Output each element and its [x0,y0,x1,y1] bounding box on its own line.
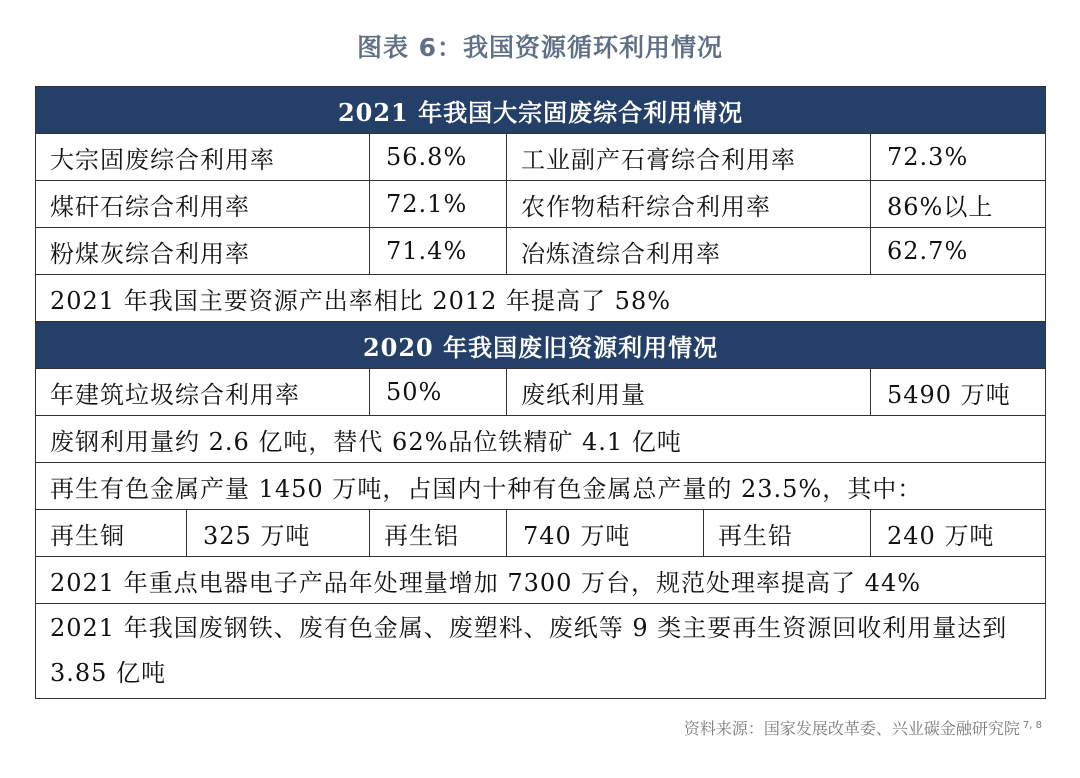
section1-header-row [36,87,1046,134]
recycle-note: 2021 年我国废钢铁、废有色金属、废塑料、废纸等 9 类主要再生资源回收利用量达到 3.85 亿吨 [36,604,1046,699]
row-value: 56.8% [370,134,507,181]
row-value: 50% [370,369,507,416]
nonferrous-note: 再生有色金属产量 1450 万吨，占国内十种有色金属总产量的 23.5%，其中： [36,463,1046,510]
row-label: 粉煤灰综合利用率 [36,228,370,275]
table-row [36,181,1046,228]
row-value: 62.7% [871,228,1046,275]
row-label: 大宗固废综合利用率 [36,134,370,181]
row-label: 煤矸石综合利用率 [36,181,370,228]
row-value: 72.1% [370,181,507,228]
row-label: 农作物秸秆综合利用率 [507,181,871,228]
source-refs: 7, 8 [1022,719,1042,731]
resource-table [35,86,1046,699]
row-label: 冶炼渣综合利用率 [507,228,871,275]
source-text: 资料来源：国家发展改革委、兴业碳金融研究院 [683,719,1020,738]
metal-label: 再生铜 [36,510,187,557]
table-row [36,134,1046,181]
table-row [36,557,1046,604]
table-row [36,275,1046,322]
table-row [36,463,1046,510]
metal-label: 再生铅 [704,510,871,557]
section2-header: 2020 年我国废旧资源利用情况 [36,322,1046,369]
row-label: 废纸利用量 [507,369,871,416]
appliance-note: 2021 年重点电器电子产品年处理量增加 7300 万台，规范处理率提高了 44% [36,557,1046,604]
row-value: 72.3% [871,134,1046,181]
table-row [36,228,1046,275]
metal-value: 740 万吨 [507,510,704,557]
table-row [36,416,1046,463]
section1-header: 2021 年我国大宗固废综合利用情况 [36,87,1046,134]
row-label: 年建筑垃圾综合利用率 [36,369,370,416]
row-value: 71.4% [370,228,507,275]
productivity-note: 2021 年我国主要资源产出率相比 2012 年提高了 58% [36,275,1046,322]
row-value: 86%以上 [871,181,1046,228]
table-row [36,604,1046,699]
source-note [684,716,1042,739]
figure-title: 图表 6：我国资源循环利用情况 [356,33,724,62]
table-row [36,369,1046,416]
section2-header-row [36,322,1046,369]
metal-value: 325 万吨 [187,510,370,557]
steel-note: 废钢利用量约 2.6 亿吨，替代 62%品位铁精矿 4.1 亿吨 [36,416,1046,463]
table-row [36,510,1046,557]
metal-value: 240 万吨 [871,510,1046,557]
row-value: 5490 万吨 [871,369,1046,416]
row-label: 工业副产石膏综合利用率 [507,134,871,181]
metal-label: 再生铝 [370,510,507,557]
